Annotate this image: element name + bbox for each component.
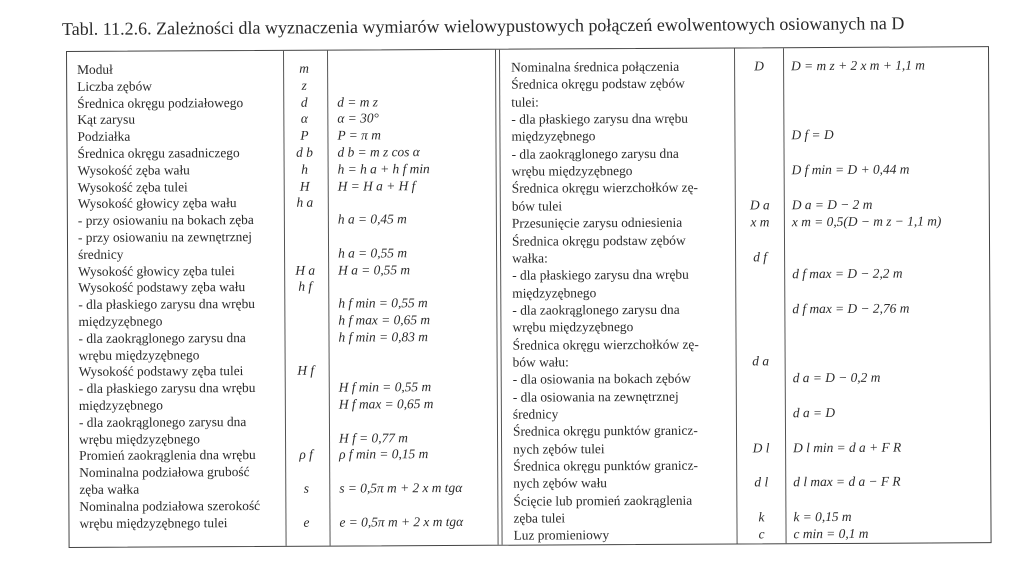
left-row-label: Wysokość podstawy zęba tulei	[78, 363, 244, 380]
right-row-label: Przesunięcie zarysu odniesienia	[511, 214, 683, 231]
left-row-formula: s = 0,5π m + 2 x m tgα	[339, 479, 463, 496]
right-row-label: tulei:	[511, 94, 539, 110]
right-row-formula: D = m z + 2 x m + 1,1 m	[791, 57, 925, 74]
left-row-formula: α = 30°	[337, 110, 379, 126]
right-row-symbol: D l	[752, 440, 770, 456]
right-row-formula: D l min = d a + F R	[793, 439, 902, 455]
right-row-label: - dla osiowania na bokach zębów	[512, 371, 691, 387]
right-row-symbol: x m	[750, 214, 770, 230]
right-row-label: Średnica okręgu wierzchołków zę-	[512, 336, 699, 353]
right-row-symbol: D a	[749, 197, 770, 213]
left-row-formula: H a = 0,55 m	[338, 261, 411, 278]
left-row-formula: ρ f min = 0,15 m	[339, 446, 429, 462]
left-row-label: - dla płaskiego zarysu dna wrębu	[78, 296, 255, 313]
left-row-label: zęba wałka	[79, 481, 140, 497]
right-row-symbol: d a	[752, 353, 770, 369]
left-row-label: - dla zaokrąglonego zarysu dna	[78, 413, 247, 430]
left-row-label: - przy osiowaniu na bokach zęba	[77, 212, 254, 229]
right-row-label: wałka:	[512, 250, 548, 266]
left-row-formula: h f min = 0,55 m	[338, 295, 428, 311]
right-row-label: bów tulei	[511, 198, 563, 214]
left-row-symbol: h f	[298, 279, 313, 295]
right-row-symbol: d f	[753, 249, 768, 265]
right-row-label: - dla zaokrąglonego zarysu dna	[511, 145, 679, 162]
column-divider-center-double	[499, 50, 503, 545]
right-row-symbol: k	[758, 509, 765, 525]
left-row-symbol: α	[300, 111, 308, 127]
right-row-symbol: c	[758, 526, 765, 542]
left-row-label: Nominalna podziałowa szerokość	[79, 497, 261, 514]
left-row-label: międzyzębnego	[78, 397, 163, 413]
left-row-symbol: H a	[295, 262, 316, 278]
right-row-label: - dla zaokrąglonego zarysu dna	[512, 301, 680, 318]
left-row-symbol: h	[301, 161, 309, 177]
left-row-symbol: P	[300, 127, 309, 143]
left-row-label: Wysokość podstawy zęba wału	[78, 279, 246, 296]
left-row-label: Moduł	[77, 61, 113, 77]
left-row-label: średnicy	[78, 246, 124, 262]
right-row-label: Ścięcie lub promień zaokrąglenia	[513, 492, 693, 509]
right-row-label: wrębu międzyzębnego	[512, 319, 634, 335]
left-row-formula: h f max = 0,65 m	[338, 312, 431, 328]
right-row-label: - dla osiowania na zewnętrznej	[512, 388, 679, 405]
left-row-label: Wysokość zęba tulei	[77, 178, 188, 195]
table-title: Tabl. 11.2.6. Zależności dla wyznaczenia wymiarów wielowypustowych połączeń ewolwentowych osiowanych na D	[61, 13, 905, 39]
right-row-formula: k = 0,15 m	[793, 508, 852, 525]
left-row-symbol: z	[301, 77, 307, 93]
right-row-label: międzyzębnego	[512, 284, 597, 301]
left-row-label: wrębu międzyzębnego	[78, 346, 200, 363]
right-row-symbol: D	[754, 58, 764, 74]
right-row-formula: c min = 0,1 m	[793, 526, 869, 542]
left-row-label: - przy osiowaniu na zewnętrznej	[77, 229, 253, 245]
dimension-table	[66, 46, 992, 548]
right-row-formula: D f min = D + 0,44 m	[791, 161, 910, 178]
right-row-label: bów wału:	[512, 354, 569, 370]
right-row-formula: D f = D	[791, 127, 834, 143]
right-row-label: nych zębów tulei	[513, 440, 605, 457]
right-row-label: Nominalna średnica połączenia	[511, 58, 680, 75]
column-divider-center	[495, 50, 499, 545]
left-row-symbol: m	[299, 60, 309, 76]
column-divider-formula	[327, 51, 331, 546]
left-row-symbol: d	[300, 94, 308, 110]
right-row-formula: D a = D − 2 m	[791, 196, 873, 212]
left-row-formula: d = m z	[337, 93, 378, 110]
right-row-formula: x m = 0,5(D − m z − 1,1 m)	[791, 213, 942, 230]
left-row-label: Średnica okręgu podziałowego	[77, 94, 244, 111]
table-rows	[67, 47, 988, 544]
left-row-formula: H f min = 0,55 m	[338, 379, 432, 395]
left-row-label: wrębu międzyzębnego tulei	[79, 514, 228, 531]
left-row-formula: H f = 0,77 m	[338, 429, 408, 446]
left-row-formula: d b = m z cos α	[337, 144, 420, 160]
right-row-label: Średnica okręgu podstaw zębów	[511, 232, 686, 249]
left-row-formula: h = h a + h f min	[337, 160, 430, 177]
right-row-label: międzyzębnego	[511, 128, 596, 145]
right-row-formula: d f max = D − 2,2 m	[792, 265, 903, 282]
right-row-label: - dla płaskiego zarysu dna wrębu	[512, 266, 689, 283]
right-row-label: Średnica okręgu podstaw zębów	[511, 76, 685, 93]
left-row-label: Promień zaokrąglenia dna wrębu	[79, 447, 256, 464]
left-row-formula: e = 0,5π m + 2 x m tgα	[339, 513, 464, 530]
right-row-label: nych zębów wału	[513, 475, 608, 492]
column-divider-right-formula	[783, 48, 787, 543]
column-divider-right-symbol	[734, 48, 738, 543]
right-row-formula: d a = D	[792, 404, 836, 421]
left-row-formula: H f max = 0,65 m	[338, 396, 434, 412]
left-row-label: wrębu międzyzębnego	[78, 430, 200, 447]
left-row-symbol: H f	[297, 363, 315, 379]
left-row-formula: H = H a + H f	[337, 177, 416, 194]
right-row-symbol: d l	[754, 474, 769, 490]
left-row-label: Liczba zębów	[77, 78, 152, 94]
left-row-symbol: d b	[296, 144, 313, 160]
right-row-label: średnicy	[512, 406, 559, 422]
right-row-formula: d f max = D − 2,76 m	[792, 300, 910, 317]
left-row-label: Nominalna podziałowa grubość	[79, 464, 250, 481]
right-row-label: zęba tulei	[513, 510, 566, 526]
left-row-formula: h f min = 0,83 m	[338, 328, 428, 345]
left-row-symbol: e	[303, 514, 310, 530]
left-row-symbol: ρ f	[299, 447, 313, 463]
left-row-formula: h a = 0,55 m	[338, 245, 408, 261]
left-row-symbol: h a	[296, 195, 314, 211]
right-row-label: Średnica okręgu wierzchołków zę-	[511, 180, 699, 197]
left-row-formula: h a = 0,45 m	[337, 211, 407, 227]
left-row-formula: P = π m	[337, 127, 381, 143]
right-row-formula: d a = D − 0,2 m	[792, 370, 881, 386]
right-row-label: wrębu międzyzębnego	[511, 163, 633, 179]
left-row-label: Wysokość zęba wału	[77, 162, 190, 178]
left-row-label: - dla płaskiego zarysu dna wrębu	[78, 380, 256, 397]
right-row-label: Średnica okręgu punktów granicz-	[512, 423, 698, 440]
left-row-label: - dla zaokrąglonego zarysu dna	[78, 329, 246, 346]
left-row-label: Wysokość głowicy zęba wału	[77, 195, 237, 212]
right-row-label: Średnica okręgu punktów granicz-	[513, 457, 699, 474]
left-row-label: Średnica okręgu zasadniczego	[77, 145, 240, 161]
left-row-label: międzyzębnego	[78, 313, 163, 329]
left-row-label: Podziałka	[77, 128, 131, 145]
left-row-symbol: H	[299, 178, 310, 194]
left-row-symbol: s	[303, 480, 309, 496]
left-row-label: Wysokość głowicy zęba tulei	[78, 262, 235, 279]
right-row-label: Luz promieniowy	[513, 527, 610, 544]
right-row-label: - dla płaskiego zarysu dna wrębu	[511, 110, 689, 127]
left-row-label: Kąt zarysu	[77, 112, 136, 128]
right-row-formula: d l max = d a − F R	[793, 474, 901, 490]
